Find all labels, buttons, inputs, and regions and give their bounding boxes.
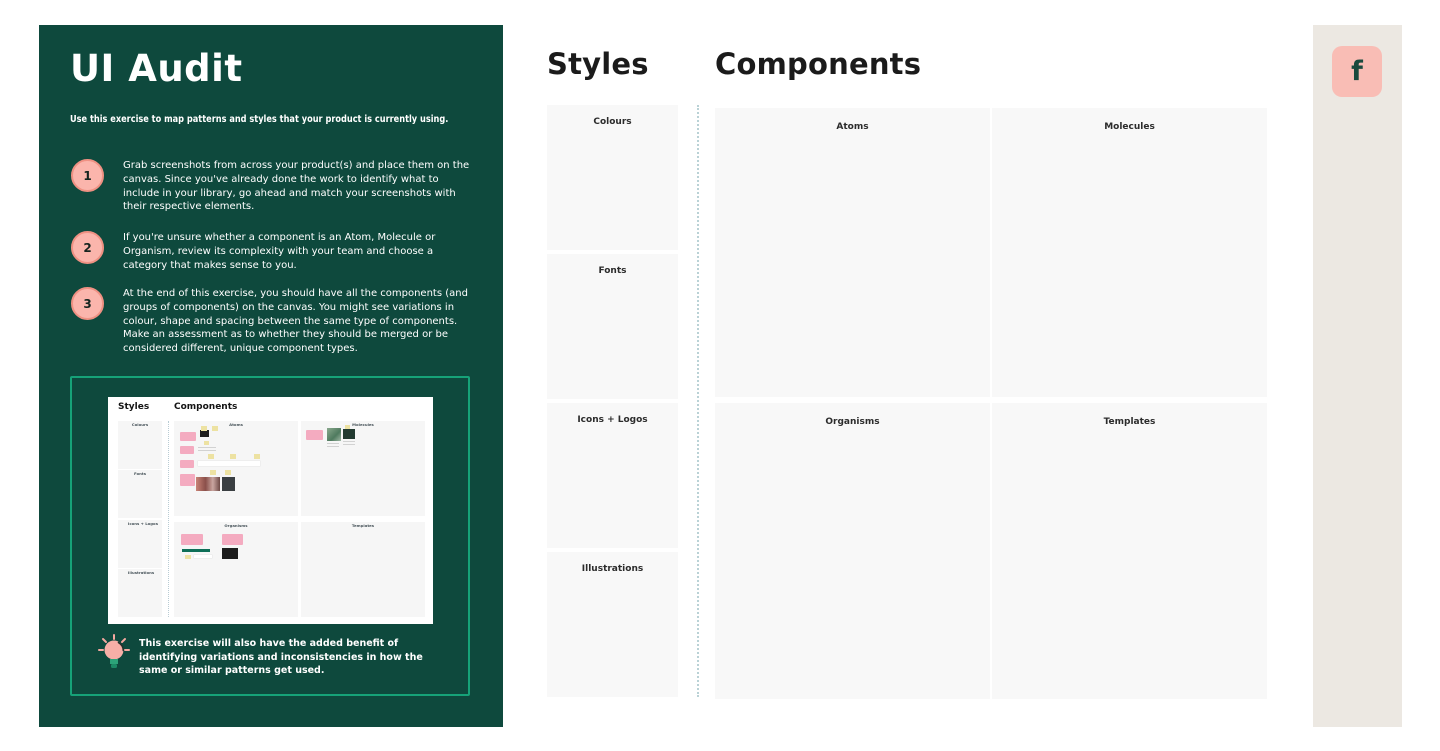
mini-fonts-label: Fonts [134, 471, 146, 477]
components-heading: Components [715, 47, 922, 81]
molecules-label: Molecules [1104, 122, 1155, 132]
mini-sticky [225, 470, 231, 475]
mini-styles-heading: Styles [118, 402, 150, 412]
mini-text-scribble [327, 443, 339, 447]
mini-screenshot [196, 477, 220, 491]
colours-label: Colours [593, 117, 632, 127]
mini-sticky [212, 426, 218, 431]
mini-sticky [180, 446, 194, 454]
mini-illustrations-box [118, 569, 162, 617]
instructions-sidebar [39, 25, 503, 727]
step-2-number-badge: 2 [71, 231, 104, 264]
f-logo-letter: f [1351, 56, 1363, 87]
molecules-box[interactable] [992, 108, 1267, 397]
mini-organisms-label: Organisms [224, 523, 248, 529]
mini-sticky [222, 534, 243, 545]
mini-sticky [230, 454, 236, 459]
mini-sticky [254, 454, 260, 459]
mini-atoms-label: Atoms [229, 422, 243, 428]
mini-sticky [204, 441, 209, 445]
f-logo-sticker[interactable] [1332, 46, 1382, 97]
mini-organisms-box [174, 522, 298, 617]
mini-molecules-box [301, 421, 425, 516]
mini-sticky [180, 474, 195, 486]
mini-sticky [180, 460, 194, 468]
mini-icons-logos-box [118, 520, 162, 568]
fonts-label: Fonts [598, 266, 627, 276]
organisms-box[interactable] [715, 403, 990, 699]
mini-text-scribble [343, 441, 355, 446]
templates-label: Templates [1103, 417, 1156, 427]
mini-bar [198, 461, 260, 466]
mini-components-heading: Components [174, 402, 238, 412]
fonts-box[interactable] [547, 254, 678, 399]
mini-sticky [185, 555, 191, 559]
mini-thumbnail [200, 430, 209, 437]
atoms-box[interactable] [715, 108, 990, 397]
mini-sticky [181, 534, 203, 545]
mini-colours-box [118, 421, 162, 469]
mini-screenshot [327, 428, 341, 441]
step-3 [71, 287, 483, 356]
templates-box[interactable] [992, 403, 1267, 699]
styles-components-divider [697, 105, 699, 697]
mini-illustrations-label: Illustrations [127, 570, 155, 576]
icons-logos-box[interactable] [547, 403, 678, 548]
step-3-text: At the end of this exercise, you should have all the components (and groups of components) on the canvas. You might see variations in colour, shape and spacing between the same type of components. Make an assessment as to whether they should be merged or be considered different, unique component types. [123, 288, 468, 355]
icons-logos-label: Icons + Logos [577, 415, 648, 425]
step-1-number-badge: 1 [71, 159, 104, 192]
step-3-number-badge: 3 [71, 287, 104, 320]
example-preview-frame [70, 376, 470, 696]
step-2 [71, 231, 483, 272]
mini-bar [182, 549, 210, 552]
mini-screenshot [343, 429, 355, 439]
colours-box[interactable] [547, 105, 678, 250]
atoms-label: Atoms [836, 122, 869, 132]
mini-icons-logos-label: Icons + Logos [127, 521, 158, 527]
mini-sticky [180, 432, 196, 441]
illustrations-label: Illustrations [581, 564, 644, 574]
mini-screenshot [222, 548, 238, 559]
mini-colours-label: Colours [131, 422, 149, 428]
illustrations-box[interactable] [547, 552, 678, 697]
step-2-text: If you're unsure whether a component is an Atom, Molecule or Organism, review its complexity with your team and choose a category that makes sense to you. [123, 232, 436, 271]
tip-row [96, 633, 441, 679]
mini-divider [168, 421, 169, 617]
audit-canvas [503, 25, 1313, 727]
mini-text-scribble [198, 447, 216, 453]
mini-templates-label: Templates [351, 523, 375, 529]
mini-templates-box [301, 522, 425, 617]
mini-fonts-box [118, 470, 162, 518]
example-mini-canvas [108, 397, 433, 624]
mini-atoms-box [174, 421, 298, 516]
mini-screenshot [222, 477, 235, 491]
mini-molecules-label: Molecules [352, 422, 374, 428]
tip-text: This exercise will also have the added benefit of identifying variations and inconsistencies in how the same or similar patterns get used. [139, 638, 423, 676]
lightbulb-icon [96, 633, 132, 679]
mini-bar [194, 555, 212, 558]
mini-sticky [201, 426, 207, 431]
step-1-text: Grab screenshots from across your product(s) and place them on the canvas. Since you've already done the work to identify what to include in your library, go ahead and match your screenshots with their respective elements. [123, 160, 470, 213]
mini-sticky [208, 454, 214, 459]
instructions-subtitle: Use this exercise to map patterns and styles that your product is currently using. [70, 114, 449, 125]
side-panel [1313, 25, 1402, 727]
step-1 [71, 159, 483, 214]
mini-sticky [210, 470, 216, 475]
styles-heading: Styles [547, 47, 649, 81]
mini-sticky [306, 430, 323, 440]
organisms-label: Organisms [825, 417, 880, 427]
page-title: UI Audit [70, 47, 243, 90]
